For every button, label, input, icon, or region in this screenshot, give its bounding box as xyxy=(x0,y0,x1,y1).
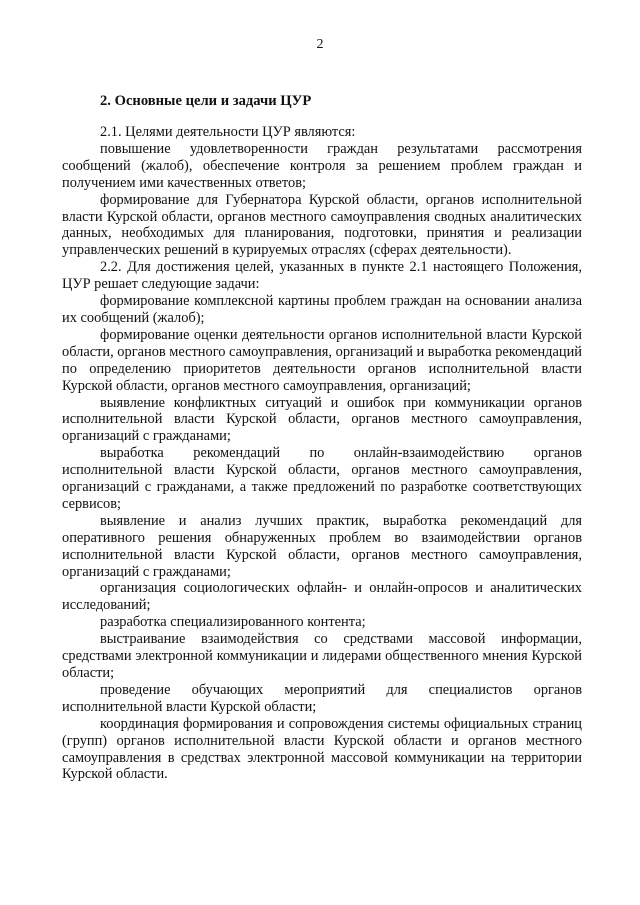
section-heading: 2. Основные цели и задачи ЦУР xyxy=(100,93,312,109)
paragraph-tasks-intro: 2.2. Для достижения целей, указанных в пункте 2.1 настоящего Положения, ЦУР решает следующие задачи: xyxy=(62,259,582,293)
document-body xyxy=(62,92,582,783)
paragraph-task-official-pages: координация формирования и сопровождения системы официальных страниц (групп) органов исполнительной власти Курской области и органов местного самоуправления в средствах электронной массовой коммуникации на территории Курской области. xyxy=(62,715,582,783)
paragraph-task-conflicts: выявление конфликтных ситуаций и ошибок при коммуникации органов исполнительной власти Курской области, органов местного самоуправления, организаций с гражданами; xyxy=(62,394,582,445)
paragraph-task-training: проведение обучающих мероприятий для специалистов органов исполнительной власти Курской области; xyxy=(62,681,582,715)
paragraph-task-evaluation: формирование оценки деятельности органов исполнительной власти Курской области, органов местного самоуправления, организаций и выработка рекомендаций по определению приоритетов деятельности органов исполнительной власти Курской области, органов местного самоуправления, организаций; xyxy=(62,326,582,394)
paragraph-task-problem-picture: формирование комплексной картины проблем граждан на основании анализа их сообщений (жалоб); xyxy=(62,293,582,326)
paragraph-task-best-practices: выявление и анализ лучших практик, выработка рекомендаций для оперативного решения обнаруженных проблем во взаимодействии органов исполнительной власти Курской области, органов местного самоуправления, организаций с гражданами; xyxy=(62,512,582,580)
paragraph-goals-intro: 2.1. Целями деятельности ЦУР являются: xyxy=(100,124,356,140)
paragraph-goal-analytics: формирование для Губернатора Курской области, органов исполнительной власти Курской области, органов местного самоуправления сводных аналитических данных, необходимых для планирования, подготовки, принятия и реализации управленческих решений в курируемых отраслях (сферах деятельности). xyxy=(62,191,582,259)
paragraph-task-media: выстраивание взаимодействия со средствами массовой информации, средствами электронной коммуникации и лидерами общественного мнения Курской области; xyxy=(62,631,582,681)
paragraph-task-online-recommendations: выработка рекомендаций по онлайн-взаимодействию органов исполнительной власти Курской области, органов местного самоуправления, организаций с гражданами, а также предложений по разработке соответствующих сервисов; xyxy=(62,445,582,512)
paragraph-task-content: разработка специализированного контента; xyxy=(100,614,366,631)
paragraph-goal-satisfaction: повышение удовлетворенности граждан результатами рассмотрения сообщений (жалоб), обеспечение контроля за решением проблем граждан и получением ими качественных ответов; xyxy=(62,140,582,191)
paragraph-task-surveys: организация социологических офлайн- и онлайн-опросов и аналитических исследований; xyxy=(62,580,582,614)
page-number: 2 xyxy=(316,37,324,52)
